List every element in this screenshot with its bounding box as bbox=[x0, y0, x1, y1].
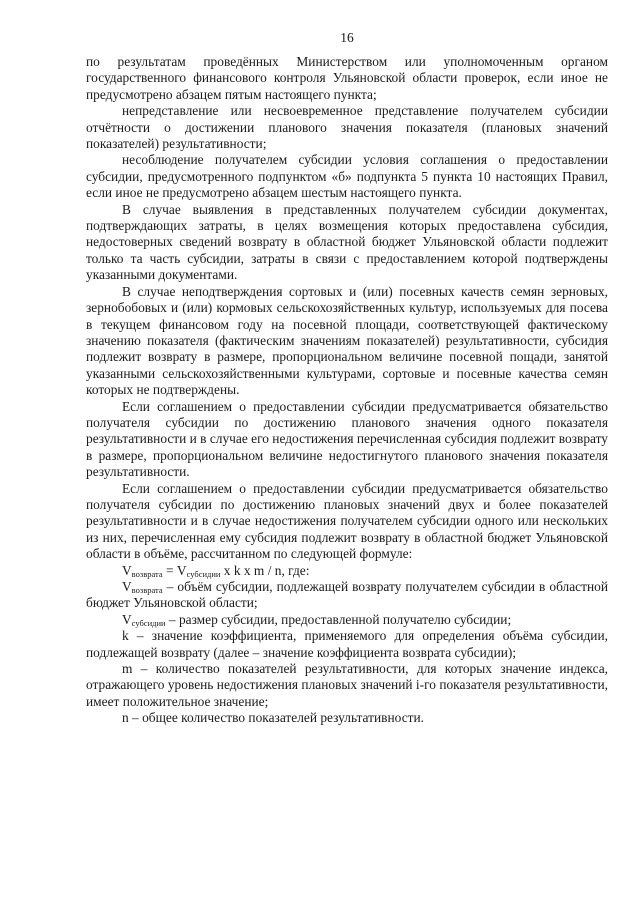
definition-n bbox=[86, 710, 608, 726]
definition-v-subsidy bbox=[86, 612, 608, 628]
definition-text: – количество показателей результативности, для которых значение индекса, отражающего уровень недостижения плановых значений i-го показателя результативности, имеет положительное значение; bbox=[86, 661, 608, 709]
definition-symbol: V bbox=[122, 579, 132, 594]
formula bbox=[86, 563, 608, 579]
formula-v-main-subscript: возврата bbox=[131, 568, 163, 579]
paragraph-2: непредставление или несвоевременное представление получателем субсидии отчётности о достижении планового значения показателя (плановых значений показателей) результативности; bbox=[86, 103, 608, 152]
definition-symbol-subscript: возврата bbox=[131, 585, 163, 595]
definition-symbol: V bbox=[122, 611, 132, 627]
page-number: 16 bbox=[340, 30, 354, 45]
paragraph-4: В случае выявления в представленных получателем субсидии документах, подтверждающих затраты, в целях возмещения которых предоставлена субсидия, недостоверных сведений возврату в областной бюджет Ульяновской области подлежит только та часть субсидии, затраты в связи с предоставлением которой подтверждены указанными документами. bbox=[86, 201, 608, 283]
definition-symbol: n bbox=[122, 710, 129, 726]
definition-k bbox=[86, 628, 608, 661]
definition-m bbox=[86, 661, 608, 710]
formula-rest: x k x m / n, где: bbox=[220, 562, 310, 578]
formula-equals: = bbox=[162, 562, 177, 578]
definition-text: – значение коэффициента, применяемого для определения объёма субсидии, подлежащей возврату (далее – значение коэффициента возврата субсидии); bbox=[86, 628, 608, 660]
paragraph-3: несоблюдение получателем субсидии условия соглашения о предоставлении субсидии, предусмотренного подпунктом «б» подпункта 5 пункта 10 настоящих Правил, если иное не предусмотрено абзацем шестым настоящего пункта. bbox=[86, 152, 608, 201]
formula-v-subsidy: V bbox=[176, 562, 187, 578]
formula-v-main: V bbox=[122, 562, 132, 578]
paragraph-7: Если соглашением о предоставлении субсидии предусматривается обязательство получателя субсидии по достижению плановых значений двух и более показателей результативности и в случае недостижения получателем субсидии одного или нескольких из них, перечисленная ему субсидия подлежит возврату в областной бюджет Ульяновской области в объёме, рассчитанном по следующей формуле: bbox=[86, 480, 608, 562]
definition-v-return bbox=[86, 579, 608, 612]
paragraph-6: Если соглашением о предоставлении субсидии предусматривается обязательство получателя субсидии по достижению планового значения одного показателя результативности и в случае его недостижения перечисленная субсидия подлежит возврату в размере, пропорциональном величине недостигнутого планового значения показателя результативности. bbox=[86, 398, 608, 480]
definition-text: – размер субсидии, предоставленной получателю субсидии; bbox=[165, 611, 512, 627]
paragraph-1: по результатам проведённых Министерством или уполномоченным органом государственного финансового контроля Ульяновской области проверок, если иное не предусмотрено абзацем пятым настоящего пункта; bbox=[86, 54, 608, 102]
definition-symbol: k bbox=[122, 628, 129, 644]
formula-v-subsidy-subscript: субсидии bbox=[186, 568, 221, 579]
definition-symbol: m bbox=[122, 661, 133, 677]
paragraph-5: В случае неподтверждения сортовых и (или) посевных качеств семян зерновых, зернобобовых и (или) кормовых сельскохозяйственных культур, используемых для посева в текущем финансовом году на посевной площади, соответствующей фактическому значению показателя (фактическим значениям показателей) результативности, субсидия подлежит возврату в размере, пропорциональном величине посевной пощади, занятой указанными сельскохозяйственными культурами, сортовые и посевные качества семян которых не подтверждены. bbox=[86, 283, 608, 398]
definition-text: – общее количество показателей результативности. bbox=[128, 710, 425, 726]
definition-text: – объём субсидии, подлежащей возврату получателем субсидии в областной бюджет Ульяновской области; bbox=[86, 579, 608, 611]
definition-symbol-subscript: субсидии bbox=[131, 617, 166, 628]
